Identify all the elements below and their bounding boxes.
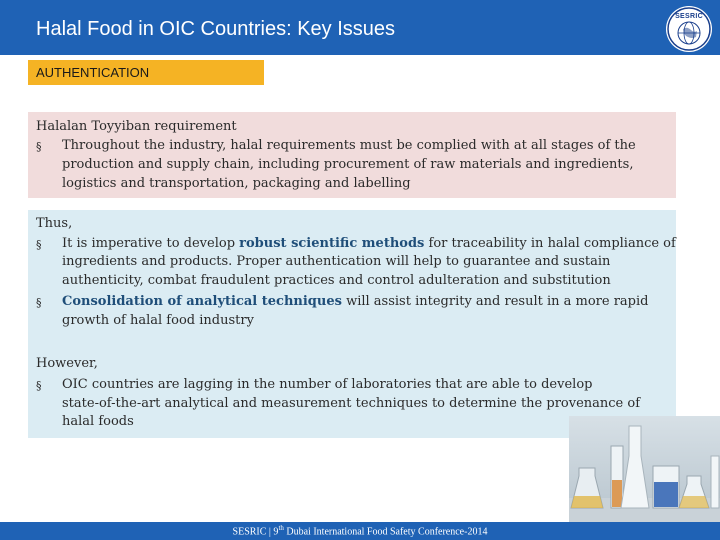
requirement-line-1: Throughout the industry, halal requirements must be complied with at all stages of the xyxy=(62,138,636,153)
bullet-icon: § xyxy=(36,238,42,251)
requirement-line-2: production and supply chain, including procurement of raw materials and ingredients, xyxy=(62,157,634,172)
lab-glassware-photo xyxy=(569,416,720,522)
requirement-heading: Halalan Toyyiban requirement xyxy=(36,119,237,134)
highlight-text: robust scientific methods xyxy=(239,236,425,251)
however-line-1: OIC countries are lagging in the number of laboratories that are able to develop xyxy=(62,377,593,392)
slide-title: Halal Food in OIC Countries: Key Issues xyxy=(36,18,396,40)
bullet-icon: § xyxy=(36,140,42,153)
however-heading: However, xyxy=(36,356,98,371)
sesric-logo xyxy=(666,6,712,52)
thus-heading: Thus, xyxy=(36,216,73,231)
thus-bullet-2-line-2: growth of halal food industry xyxy=(62,313,254,328)
thus-bullet-1-line-1: It is imperative to develop robust scientific methods for traceability in halal compliance of xyxy=(62,236,676,251)
highlight-text: Consolidation of analytical techniques xyxy=(62,294,342,309)
thus-bullet-1-line-3: authenticity, combat fraudulent practices and control adulteration and substitution xyxy=(62,273,611,288)
however-line-3: halal foods xyxy=(62,414,134,429)
section-label: AUTHENTICATION xyxy=(36,65,150,80)
lab-glassware-image xyxy=(569,416,720,522)
bullet-icon: § xyxy=(36,379,42,392)
requirement-line-3: logistics and transportation, packaging and labelling xyxy=(62,176,411,191)
thus-bullet-1-line-2: ingredients and products. Proper authentication will help to guarantee and sustain xyxy=(62,254,611,269)
bullet-icon: § xyxy=(36,296,42,309)
thus-bullet-2-line-1: Consolidation of analytical techniques will assist integrity and result in a more rapid xyxy=(62,294,649,309)
however-line-2: state-of-the-art analytical and measurement techniques to determine the provenance of xyxy=(62,396,641,411)
logo-text: SESRIC xyxy=(675,13,703,20)
footer-text: SESRIC | 9th Dubai International Food Safety Conference-2014 xyxy=(232,524,488,538)
